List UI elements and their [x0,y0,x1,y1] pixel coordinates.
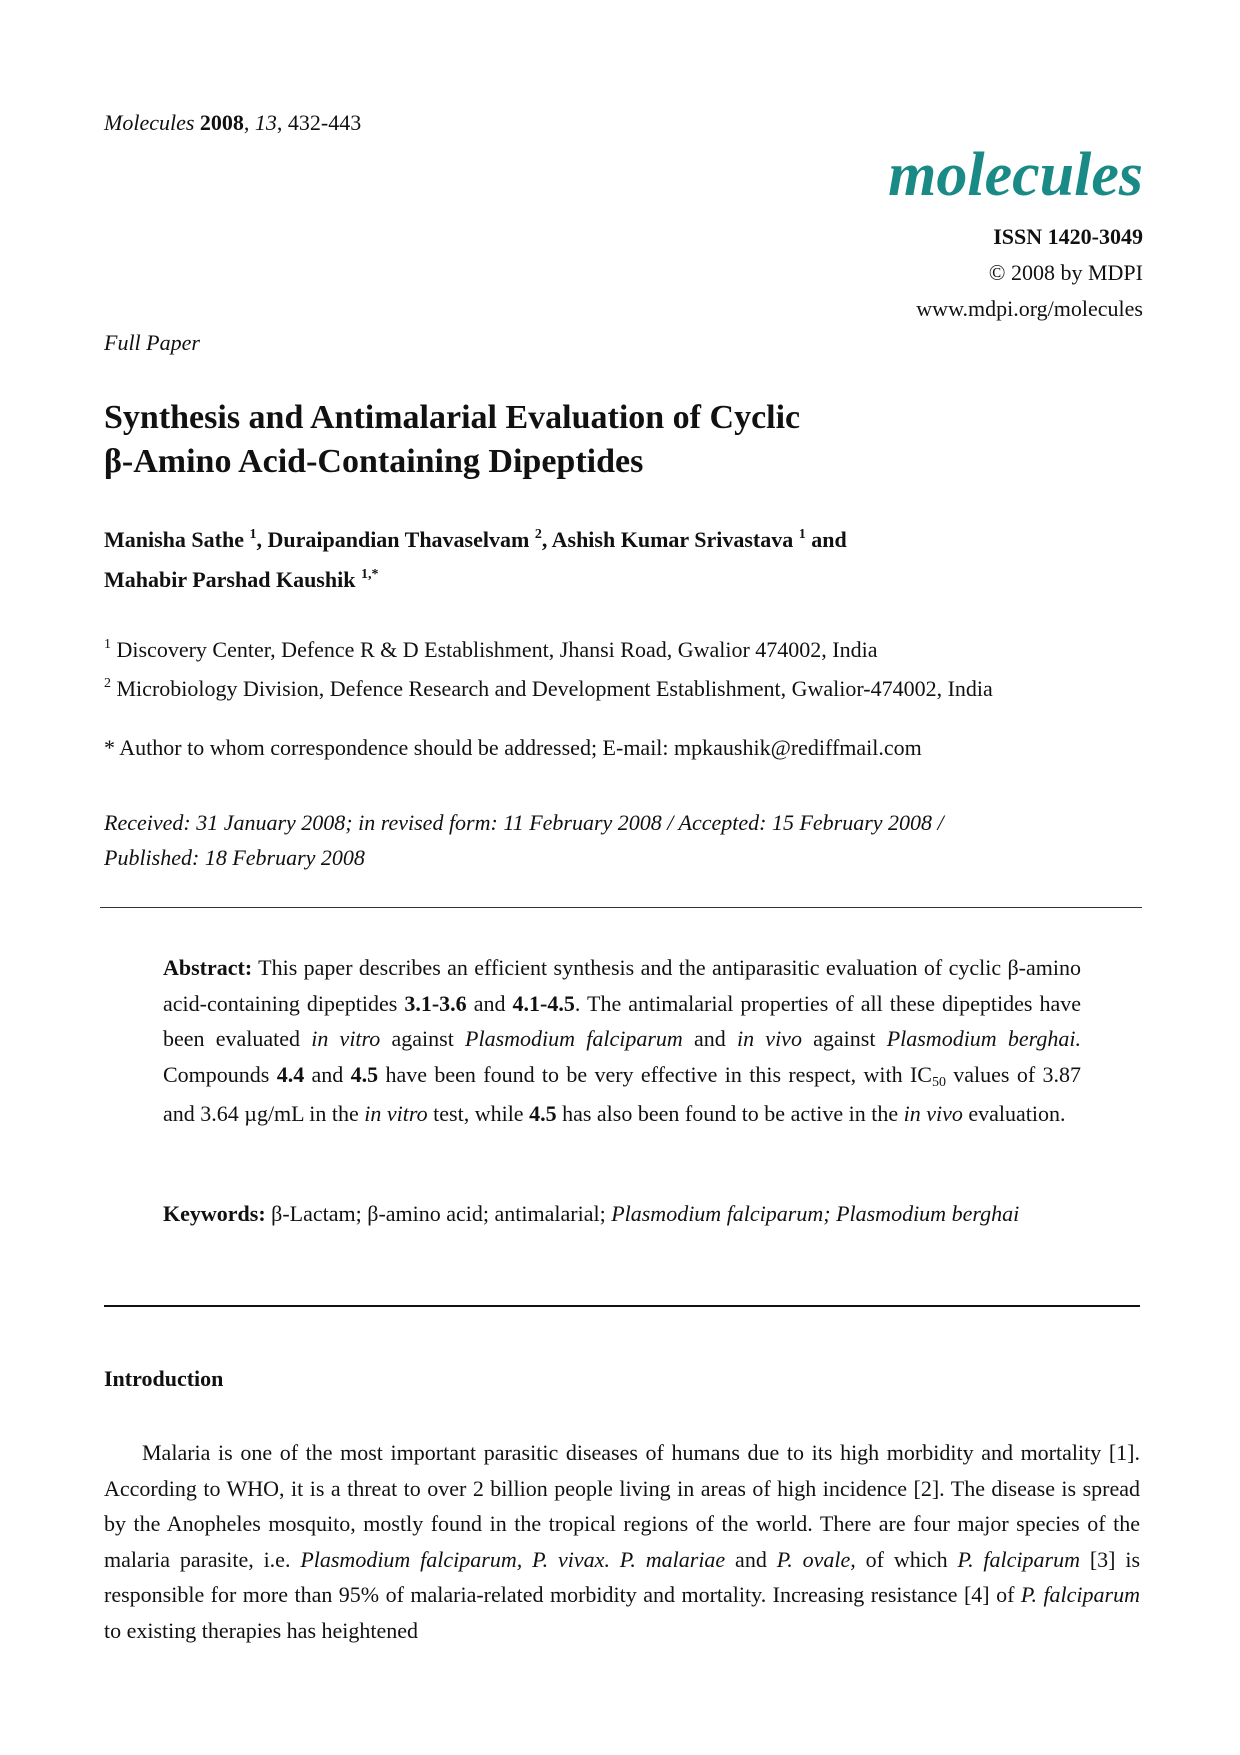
author-name: Duraipandian Thavaselvam [267,527,530,552]
abstract-italic: in vivo [903,1101,963,1126]
citation-volume: 13 [254,110,277,135]
intro-text: Malaria is one of the most important parasitic diseases of humans due to its high morbidity and mortality [1]. According to WHO, it is a threat to over 2 billion people living in areas of high incidence [2]. The disease is spread by the Anopheles mosquito, mostly found in the tropical regions of the world. There are four major species of the malaria parasite, i.e. [104,1440,1140,1572]
affiliation-item [104,632,993,671]
keywords-label: Keywords: [163,1201,266,1226]
abstract-text: This paper describes an efficient synthesis and the antiparasitic evaluation of cyclic β-amino acid-containing dipeptides [163,955,1081,1016]
intro-text: to existing therapies has heightened [104,1617,419,1643]
intro-text: [3] is responsible for more than 95% of malaria-related morbidity and mortality. Increasing resistance [4] of [104,1546,1141,1607]
abstract-text: evaluation. [962,1101,1066,1126]
citation-year: 2008 [199,110,244,135]
section-heading-introduction: Introduction [104,1366,224,1391]
journal-logo: molecules [888,141,1143,209]
author-affiliation-mark: 1,* [360,567,379,582]
author-name: Ashish Kumar Srivastava [551,527,794,552]
abstract-text: test, while [427,1101,530,1126]
copyright: © 2008 by MDPI [988,260,1143,285]
compound-ref: 3.1-3.6 [404,990,467,1016]
intro-italic: P. falciparum [957,1546,1080,1572]
abstract-label: Abstract: [163,955,253,980]
citation-pages: , 432-443 [276,110,362,135]
journal-citation: Molecules 2008, 13, 432-443 [104,110,362,135]
citation-journal: Molecules [104,110,195,135]
title-line-2: β-Amino Acid-Containing Dipeptides [104,443,644,480]
publication-dates [104,805,1144,875]
abstract-italic: Plasmodium berghai. [886,1026,1082,1051]
abstract-text: against [380,1026,466,1051]
dates-line-1: Received: 31 January 2008; in revised form: 11 February 2008 / Accepted: 15 February 2008 / [104,810,944,835]
abstract-text: and [466,990,513,1016]
abstract-italic: in vivo [736,1026,802,1051]
compound-ref: 4.1-4.5 [512,990,575,1016]
intro-italic: P. ovale, [776,1546,856,1572]
abstract-text: . The antimalarial properties of all these dipeptides have been evaluated [163,990,1082,1051]
affiliations [104,632,993,710]
paper-title [104,396,1104,484]
divider-bottom [104,1305,1140,1307]
divider-top [100,907,1142,908]
abstract-italic: in vitro [364,1101,428,1126]
dates-line-2: Published: 18 February 2008 [104,845,365,870]
keywords-plain: β-Lactam; β-amino acid; antimalarial; [265,1201,612,1226]
abstract-italic: Plasmodium falciparum [465,1026,683,1051]
author-separator: , [256,527,268,552]
intro-italic: P. falciparum [1020,1582,1140,1607]
affiliation-item [104,671,993,710]
issn: ISSN 1420-3049 [993,224,1143,249]
intro-italic: Plasmodium falciparum, P. vivax. P. malariae [300,1546,726,1572]
author-name: Manisha Sathe [104,527,244,552]
author-list [104,522,1144,602]
abstract-text: has also been found to be active in the [556,1101,904,1126]
affiliation-number: 1 [104,637,111,652]
abstract-text: values of 3.87 and 3.64 µg/mL in the [163,1061,1082,1126]
journal-website-link[interactable]: www.mdpi.org/molecules [916,296,1143,321]
affiliation-text: Discovery Center, Defence R & D Establishment, Jhansi Road, Gwalior 474002, India [116,637,878,662]
author-and: and [805,527,847,552]
intro-text: of which [855,1546,958,1572]
author-separator: , [541,527,552,552]
introduction-paragraph [104,1435,1140,1648]
abstract-text: and [304,1061,351,1087]
correspondence-note: * Author to whom correspondence should be addressed; E-mail: mpkaushik@rediffmail.com [104,735,922,760]
keywords-italic: Plasmodium falciparum; Plasmodium berghai [611,1201,1020,1226]
abstract [163,950,1081,1132]
ic50-subscript: 50 [931,1074,946,1090]
abstract-text: have been found to be very effective in this respect, with IC [378,1061,932,1087]
keywords [163,1196,1081,1232]
author-affiliation-mark: 2 [534,527,542,542]
article-type: Full Paper [104,330,200,355]
author-affiliation-mark: 1 [249,527,257,542]
intro-text: and [725,1546,777,1572]
compound-ref: 4.5 [529,1101,557,1126]
affiliation-text: Microbiology Division, Defence Research and Development Establishment, Gwalior-474002, India [116,676,993,701]
abstract-text: and [682,1026,737,1051]
title-line-1: Synthesis and Antimalarial Evaluation of Cyclic [104,399,801,436]
compound-ref: 4.5 [350,1061,379,1087]
author-affiliation-mark: 1 [798,527,806,542]
abstract-text: against [801,1026,887,1051]
affiliation-number: 2 [104,676,111,691]
abstract-italic: in vitro [311,1026,381,1051]
author-name: Mahabir Parshad Kaushik [104,567,356,592]
abstract-text: Compounds [163,1061,277,1087]
compound-ref: 4.4 [276,1061,305,1087]
